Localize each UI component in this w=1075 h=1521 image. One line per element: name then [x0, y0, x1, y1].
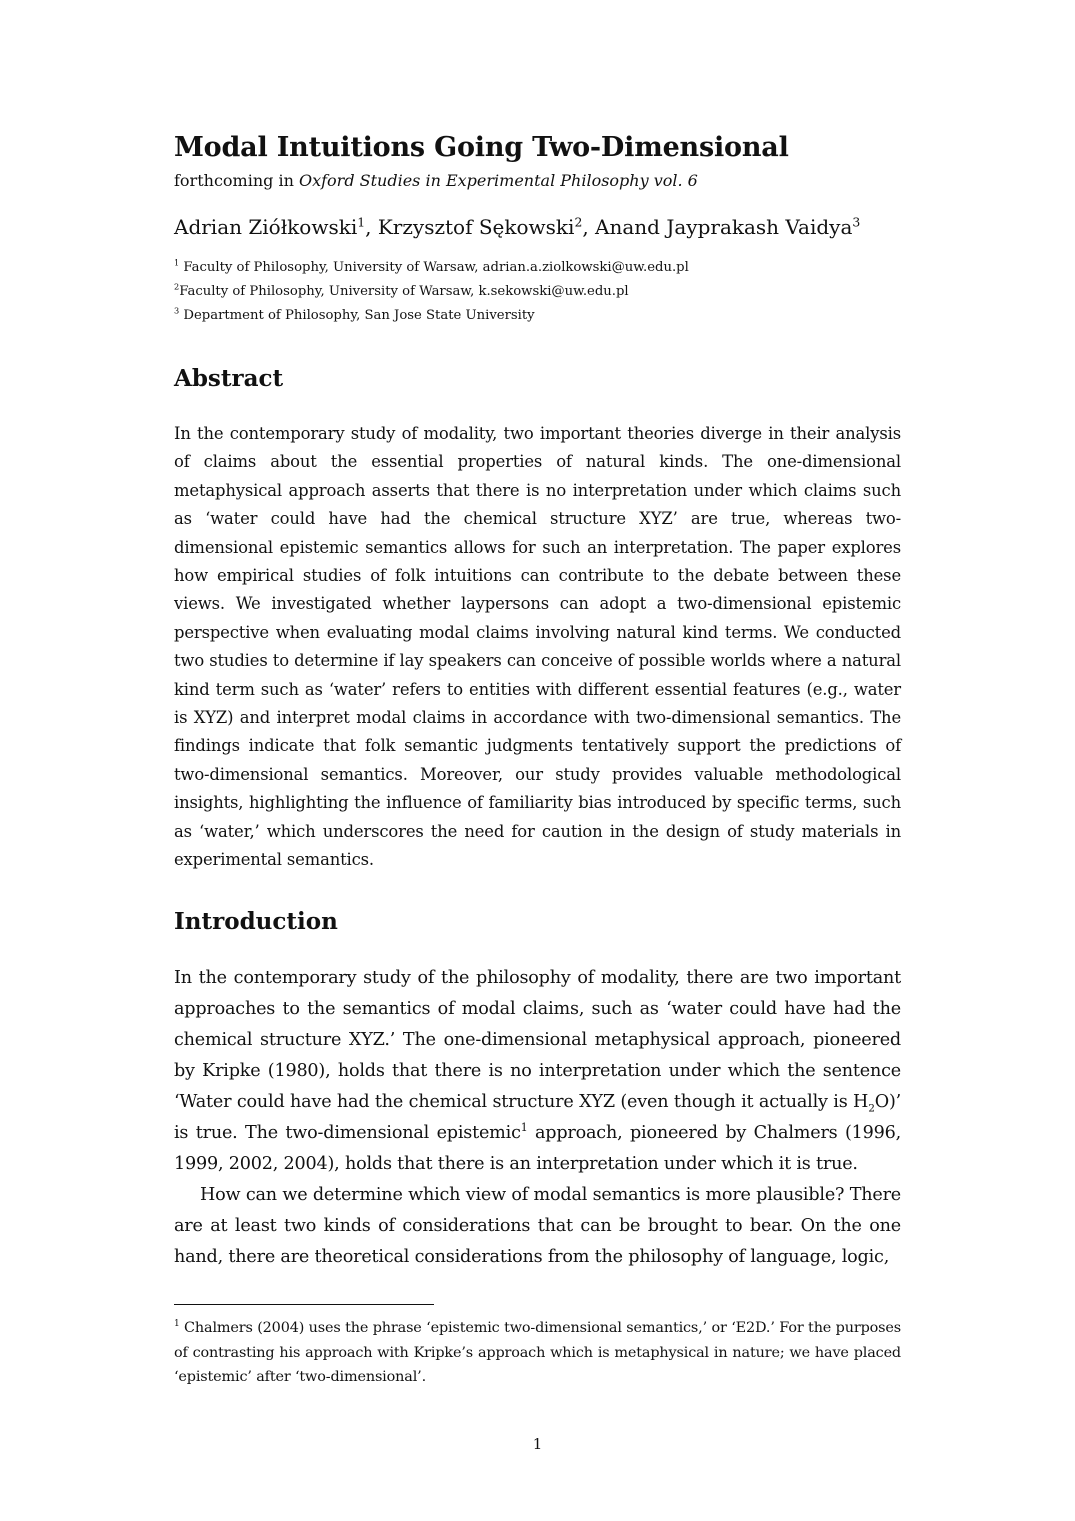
- subtitle-prefix: forthcoming in: [174, 171, 299, 190]
- affiliation-item: [174, 304, 901, 328]
- introduction-heading: Introduction: [174, 907, 338, 935]
- paper-subtitle: [174, 168, 901, 194]
- abstract-text: In the contemporary study of modality, two important theories diverge in their analysis of claims about the essential properties of natural kinds. The one-dimensional metaphysical approach asserts that there is no interpretation under which claims such as ‘water could have had the chemical structure XYZ’ are true, whereas two-dimensional epistemic semantics allows for such an interpretation. The paper explores how empirical studies of folk intuitions can contribute to the debate between these views. We investigated whether laypersons can adopt a two-dimensional epistemic perspective when evaluating modal claims involving natural kind terms. We conducted two studies to determine if lay speakers can conceive of possible worlds where a natural kind term such as ‘water’ refers to entities with different essential features (e.g., water is XYZ) and interpret modal claims in accordance with two-dimensional semantics. The findings indicate that folk semantic judgments tentatively support the predictions of two-dimensional semantics. Moreover, our study provides valuable methodological insights, highlighting the influence of familiarity bias introduced by specific terms, such as ‘water,’ which underscores the need for caution in the design of study materials in experimental semantics.: [174, 424, 901, 870]
- intro-text: O)’ is true. The two-dimensional epistemic: [174, 1091, 901, 1143]
- affiliation-mark: 2: [174, 281, 180, 292]
- author-affiliation-mark: 2: [574, 214, 583, 230]
- author-affiliation-mark: 1: [357, 214, 366, 230]
- affiliation-list: [174, 256, 901, 328]
- affiliation-item: [174, 280, 901, 304]
- footnote-reference[interactable]: 1: [520, 1120, 528, 1134]
- author-separator: ,: [365, 215, 378, 239]
- page-number: 1: [532, 1435, 543, 1453]
- introduction-paragraph: How can we determine which view of modal semantics is more plausible? There are at least two kinds of considerations that can be brought to bear. On the one hand, there are theoretical considerations from the philosophy of language, logic,: [174, 1184, 901, 1267]
- author-name: Anand Jayprakash Vaidya: [595, 215, 853, 239]
- affiliation-text: Department of Philosophy, San Jose State University: [179, 308, 535, 323]
- affiliation-item: [174, 256, 901, 280]
- affiliation-mark: 1: [174, 257, 180, 268]
- footnote: [174, 1316, 901, 1390]
- author-list: [174, 212, 901, 242]
- footnote-divider: [174, 1304, 434, 1305]
- intro-text: approach, pioneered by Chalmers (1996, 1999, 2002, 2004), holds that there is an interpretation under which it is true.: [174, 1122, 902, 1174]
- main-content: [174, 128, 901, 1273]
- author-affiliation-mark: 3: [852, 214, 861, 230]
- author-separator: ,: [582, 215, 596, 239]
- abstract-heading: Abstract: [174, 365, 284, 392]
- footnote-mark: 1: [174, 1319, 180, 1330]
- affiliation-text: Faculty of Philosophy, University of Warsaw, k.sekowski@uw.edu.pl: [179, 284, 629, 299]
- author-name: Adrian Ziółkowski: [174, 215, 358, 239]
- introduction-paragraph: [174, 963, 901, 1180]
- paper-title: Modal Intuitions Going Two-Dimensional: [174, 132, 789, 163]
- subtitle-venue: Oxford Studies in Experimental Philosophy vol. 6: [298, 171, 698, 190]
- intro-text: In the contemporary study of the philosophy of modality, there are two important approaches to the semantics of modal claims, such as ‘water could have had the chemical structure XYZ.’ The one-dimensional metaphysical approach, pioneered by Kripke (1980), holds that there is no interpretation under which the sentence ‘Water could have had the chemical structure XYZ (even though it actually is H: [174, 967, 901, 1112]
- affiliation-mark: 3: [174, 305, 180, 316]
- footnote-text: Chalmers (2004) uses the phrase ‘epistemic two-dimensional semantics,’ or ‘E2D.’ For the purposes of contrasting his approach with Kripke’s approach which is metaphysical in nature; we have placed ‘epistemic’ after ‘two-dimensional’.: [174, 1320, 901, 1385]
- subscript-two: 2: [868, 1102, 875, 1115]
- author-name: Krzysztof Sękowski: [377, 215, 575, 239]
- affiliation-text: Faculty of Philosophy, University of Warsaw, adrian.a.ziolkowski@uw.edu.pl: [179, 260, 689, 275]
